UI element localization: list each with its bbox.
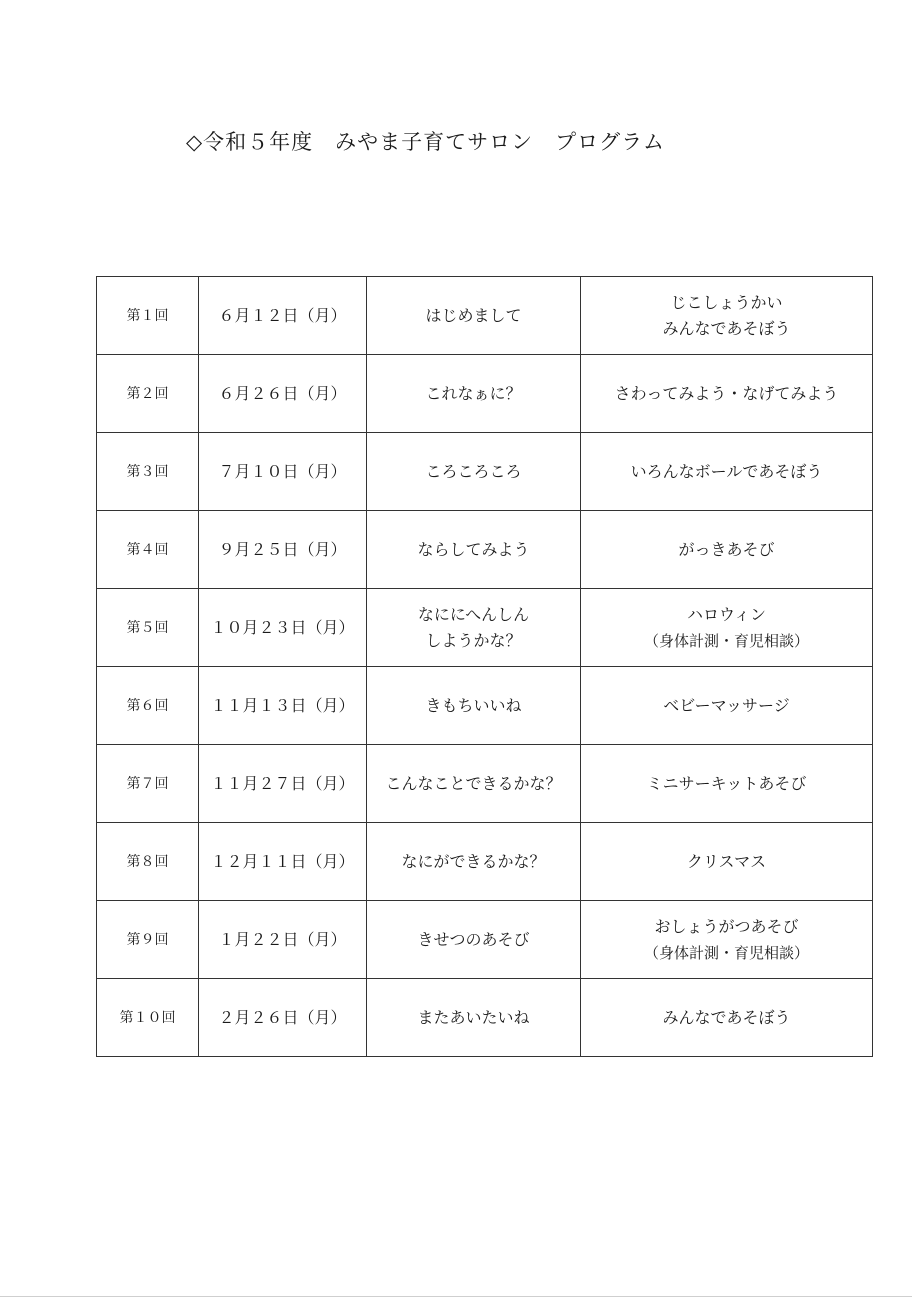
session-theme-line: ころころころ <box>425 461 522 481</box>
table-row <box>97 667 873 745</box>
session-activity-cell <box>581 901 873 979</box>
session-date-cell: ９月２５日（月） <box>199 511 367 589</box>
table-row <box>97 901 873 979</box>
session-theme-line: なににへんしん <box>417 604 530 624</box>
session-activity-line: いろんなボールであそぼう <box>630 461 823 481</box>
session-activity-note: （身体計測・育児相談） <box>643 631 809 650</box>
session-number-cell: 第１回 <box>97 277 199 355</box>
session-number-cell: 第５回 <box>97 589 199 667</box>
session-number-cell: 第２回 <box>97 355 199 433</box>
session-theme-cell <box>367 433 581 511</box>
session-number-cell: 第７回 <box>97 745 199 823</box>
session-activity-note: （身体計測・育児相談） <box>643 943 809 962</box>
table-row <box>97 511 873 589</box>
session-theme-line: これなぁに？ <box>425 383 522 403</box>
session-theme-cell <box>367 511 581 589</box>
session-activity-cell <box>581 355 873 433</box>
session-theme-line: ならしてみよう <box>417 539 530 559</box>
session-activity-cell <box>581 511 873 589</box>
session-date-cell: １月２２日（月） <box>199 901 367 979</box>
table-row <box>97 433 873 511</box>
session-theme-cell <box>367 667 581 745</box>
page-title: ◇令和５年度 みやま子育てサロン プログラム <box>186 130 665 154</box>
session-activity-line: おしょうがつあそび <box>654 916 799 936</box>
session-activity-cell <box>581 745 873 823</box>
session-activity-line: みんなであそぼう <box>662 318 791 338</box>
session-theme-cell <box>367 745 581 823</box>
session-activity-cell <box>581 433 873 511</box>
session-theme-line: またあいたいね <box>417 1007 530 1027</box>
session-activity-line: クリスマス <box>686 851 767 871</box>
session-theme-cell <box>367 823 581 901</box>
session-theme-cell <box>367 901 581 979</box>
program-table-body <box>97 277 873 1057</box>
session-theme-line: しようかな？ <box>425 630 522 650</box>
table-row <box>97 589 873 667</box>
session-theme-line: きもちいいね <box>425 695 522 715</box>
session-theme-cell <box>367 979 581 1057</box>
session-activity-line: じこしょうかい <box>670 292 783 312</box>
table-row <box>97 823 873 901</box>
session-activity-cell <box>581 667 873 745</box>
table-row <box>97 355 873 433</box>
page-bottom-edge-line <box>0 1296 912 1297</box>
session-number-cell: 第６回 <box>97 667 199 745</box>
session-activity-cell <box>581 277 873 355</box>
session-number-cell: 第３回 <box>97 433 199 511</box>
table-row <box>97 745 873 823</box>
session-number-cell: 第９回 <box>97 901 199 979</box>
session-number-cell: 第４回 <box>97 511 199 589</box>
session-number-cell: 第８回 <box>97 823 199 901</box>
session-activity-line: みんなであそぼう <box>662 1007 791 1027</box>
session-activity-line: ハロウィン <box>686 604 767 624</box>
session-theme-cell <box>367 589 581 667</box>
session-date-cell: ６月２６日（月） <box>199 355 367 433</box>
program-table <box>96 276 873 1057</box>
session-date-cell: １２月１１日（月） <box>199 823 367 901</box>
session-activity-line: ベビーマッサージ <box>663 695 790 715</box>
session-activity-line: ミニサーキットあそび <box>646 773 807 793</box>
session-theme-line: はじめまして <box>425 305 522 325</box>
session-theme-cell <box>367 355 581 433</box>
session-theme-line: こんなことできるかな？ <box>385 773 562 793</box>
session-theme-line: なにができるかな？ <box>401 851 546 871</box>
session-date-cell: １１月２７日（月） <box>199 745 367 823</box>
session-activity-line: がっきあそび <box>678 539 775 559</box>
table-row <box>97 979 873 1057</box>
session-theme-cell <box>367 277 581 355</box>
session-activity-cell <box>581 979 873 1057</box>
session-date-cell: ６月１２日（月） <box>199 277 367 355</box>
session-number-cell: 第１０回 <box>97 979 199 1057</box>
table-row <box>97 277 873 355</box>
session-activity-line: さわってみよう・なげてみよう <box>614 383 839 403</box>
session-activity-cell <box>581 823 873 901</box>
session-theme-line: きせつのあそび <box>417 929 530 949</box>
session-date-cell: ７月１０日（月） <box>199 433 367 511</box>
session-date-cell: １１月１３日（月） <box>199 667 367 745</box>
session-date-cell: ２月２６日（月） <box>199 979 367 1057</box>
session-activity-cell <box>581 589 873 667</box>
session-date-cell: １０月２３日（月） <box>199 589 367 667</box>
